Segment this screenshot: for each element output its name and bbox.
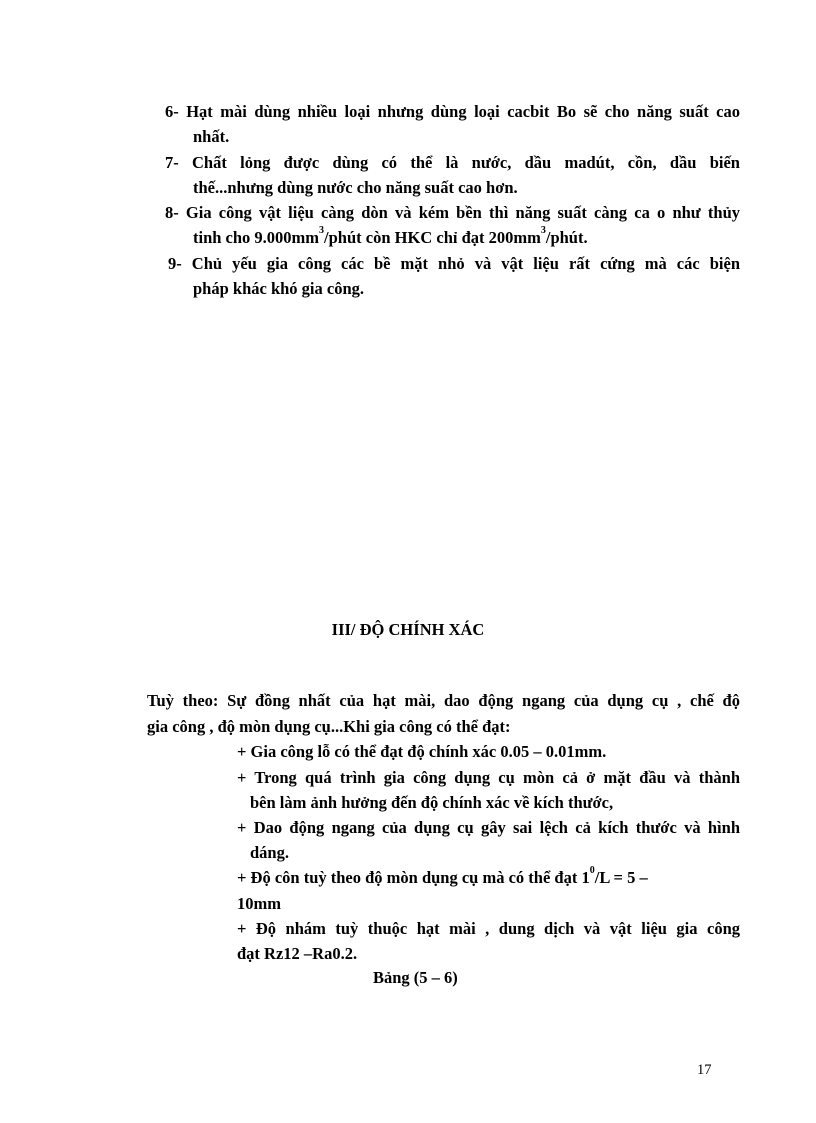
bullet-4-line-1 <box>237 865 740 887</box>
item-8-line-1: 8- Gia công vật liệu càng dòn và kém bền thì năng suất càng ca o như thủy <box>165 203 740 222</box>
section-heading: III/ ĐỘ CHÍNH XÁC <box>331 620 485 639</box>
bullet-4-text-a: + Độ côn tuỳ theo độ mòn dụng cụ mà có thể đạt 1 <box>237 868 590 887</box>
item-8-text-a: tinh cho 9.000mm <box>193 228 320 247</box>
bullet-4-line-1-row <box>237 865 740 887</box>
bullet-4-text-b: /L = 5 – <box>594 868 648 887</box>
bullet-4-text-a-wrap <box>237 865 648 887</box>
bullet-4-superscript: 0 <box>589 865 595 876</box>
bullet-5-line-2: đạt Rz12 –Ra0.2. <box>237 944 358 963</box>
item-6-line-2: nhất. <box>193 127 230 146</box>
item-8-superscript-1: 3 <box>319 225 325 236</box>
item-8-line-2 <box>193 225 588 247</box>
item-9-line-2: pháp khác khó gia công. <box>193 279 365 298</box>
item-7-line-2: thế...nhưng dùng nước cho năng suất cao hơn. <box>193 178 518 197</box>
item-6-line-1: 6- Hạt mài dùng nhiều loại nhưng dùng loại cacbit Bo sẽ cho năng suất cao <box>165 102 740 121</box>
item-8-superscript-2: 3 <box>540 225 546 236</box>
intro-line-1: Tuỳ theo: Sự đồng nhất của hạt mài, dao động ngang của dụng cụ , chế độ <box>147 691 740 710</box>
bullet-2-line-2: bên làm ảnh hưởng đến độ chính xác về kích thước, <box>250 793 614 812</box>
bullet-2-line-1: + Trong quá trình gia công dụng cụ mòn cả ở mặt đầu và thành <box>237 768 740 787</box>
item-8-text-c: /phút. <box>545 228 588 247</box>
intro-line-2: gia công , độ mòn dụng cụ...Khi gia công có thể đạt: <box>147 717 511 736</box>
bullet-5-line-1: + Độ nhám tuỳ thuộc hạt mài , dung dịch và vật liệu gia công <box>237 919 740 938</box>
item-9-line-1: 9- Chủ yếu gia công các bề mặt nhỏ và vật liệu rất cứng mà các biện <box>168 254 740 273</box>
table-caption: Bảng (5 – 6) <box>373 968 458 987</box>
bullet-4-line-2: 10mm <box>237 894 281 913</box>
bullet-3-line-2: dáng. <box>250 843 289 862</box>
bullet-1: + Gia công lỗ có thể đạt độ chính xác 0.05 – 0.01mm. <box>237 742 607 761</box>
item-7-line-1: 7- Chất lỏng được dùng có thể là nước, dầu madút, cồn, dầu biến <box>165 153 740 172</box>
item-8-text-b: /phút còn HKC chỉ đạt 200mm <box>324 228 541 247</box>
bullet-3-line-1: + Dao động ngang của dụng cụ gây sai lệch cả kích thước và hình <box>237 818 740 837</box>
page-number: 17 <box>697 1062 712 1078</box>
